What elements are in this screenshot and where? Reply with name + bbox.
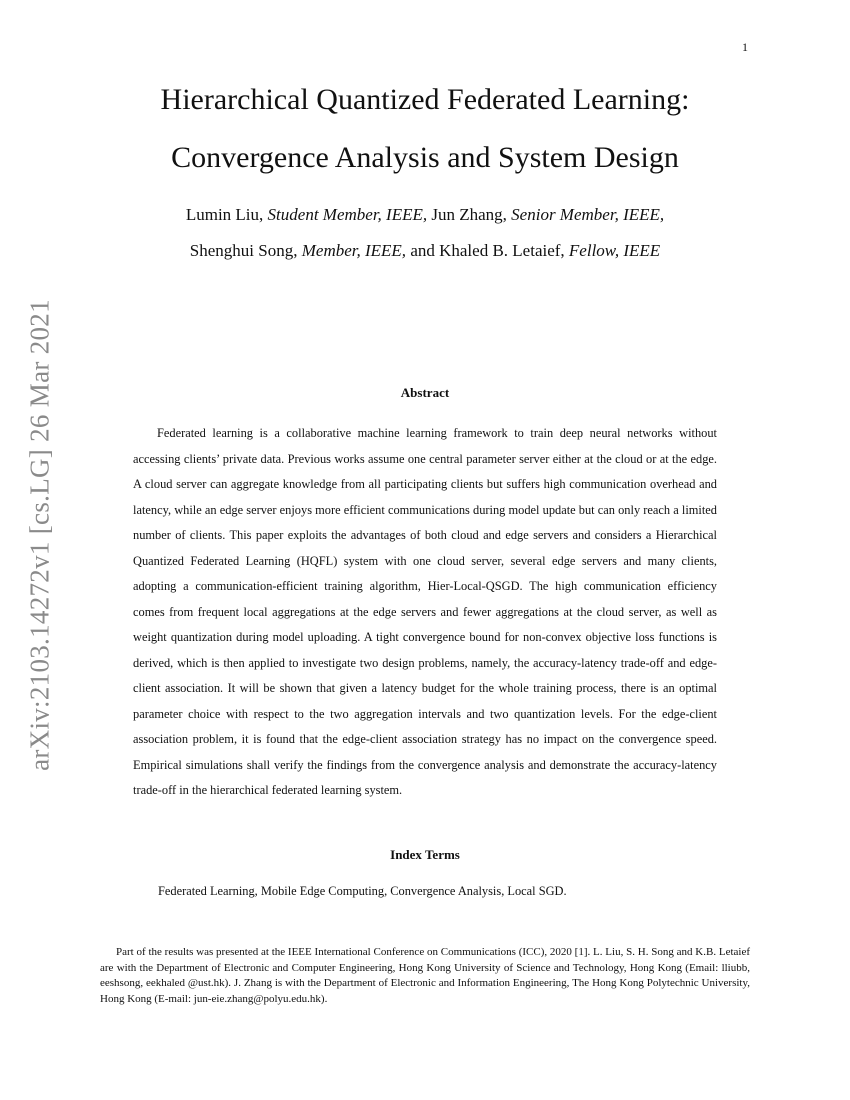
abstract-heading: Abstract [400, 385, 450, 400]
index-terms-text: Federated Learning, Mobile Edge Computing, Convergence Analysis, Local SGD. [158, 884, 567, 898]
index-terms-heading: Index Terms [390, 847, 460, 862]
author-membership: Fellow, IEEE [568, 241, 661, 260]
author-line-2 [0, 241, 850, 261]
author-membership: Member, IEEE, [301, 241, 407, 260]
author-name: Lumin Liu, [185, 205, 268, 224]
author-membership: Senior Member, IEEE, [511, 205, 665, 224]
author-name: Jun Zhang, [427, 205, 512, 224]
author-name: and Khaled B. Letaief, [406, 241, 569, 260]
abstract-body [133, 421, 717, 804]
abstract-paragraph: Federated learning is a collaborative machine learning framework to train deep neural networks without accessing clients’ private data. Previous works assume one central parameter server either at the cloud or at the edge. A cloud server can aggregate knowledge from all participating clients but suffers high communication overhead and latency, while an edge server enjoys more efficient communications during model update but can only reach a limited number of clients. This paper exploits the advantages of both cloud and edge servers and considers a Hierarchical Quantized Federated Learning (HQFL) system with one cloud server, several edge servers and many clients, adopting a communication-efficient training algorithm, Hier-Local-QSGD. The high communication efficiency comes from frequent local aggregations at the edge servers and fewer aggregations at the cloud server, as well as weight quantization during model uploading. A tight convergence bound for non-convex objective loss functions is derived, which is then applied to investigate two design problems, namely, the accuracy-latency trade-off and edge-client association. It will be shown that given a latency budget for the whole training process, there is an optimal parameter choice with respect to the two aggregation intervals and two quantization levels. For the edge-client association problem, it is found that the edge-client association strategy has no impact on the convergence speed. Empirical simulations shall verify the findings from the convergence analysis and demonstrate the accuracy-latency trade-off in the hierarchical federated learning system. [133, 426, 717, 797]
page-number: 1 [742, 40, 748, 54]
arxiv-identifier-stamp: arXiv:2103.14272v1 [cs.LG] 26 Mar 2021 [24, 299, 55, 771]
footnote-paragraph: Part of the results was presented at the IEEE International Conference on Communications (ICC), 2020 [1]. L. Liu, S. H. Song and K.B. Letaief are with the Department of Electronic and Computer Engineering, Hong Kong University of Science and Technology, Hong Kong (Email: lliubb, eeshsong, eekhaled @ust.hk). J. Zhang is with the Department of Electronic and Information Engineering, The Hong Kong Polytechnic University, Hong Kong (E-mail: jun-eie.zhang@polyu.edu.hk). [100, 946, 750, 1005]
paper-title-line-1: Hierarchical Quantized Federated Learning: [160, 83, 690, 116]
author-line-1 [0, 205, 850, 225]
paper-title-line-2: Convergence Analysis and System Design [171, 141, 679, 174]
author-name: Shenghui Song, [189, 241, 302, 260]
author-membership: Student Member, IEEE, [267, 205, 428, 224]
footnote [100, 945, 750, 1007]
